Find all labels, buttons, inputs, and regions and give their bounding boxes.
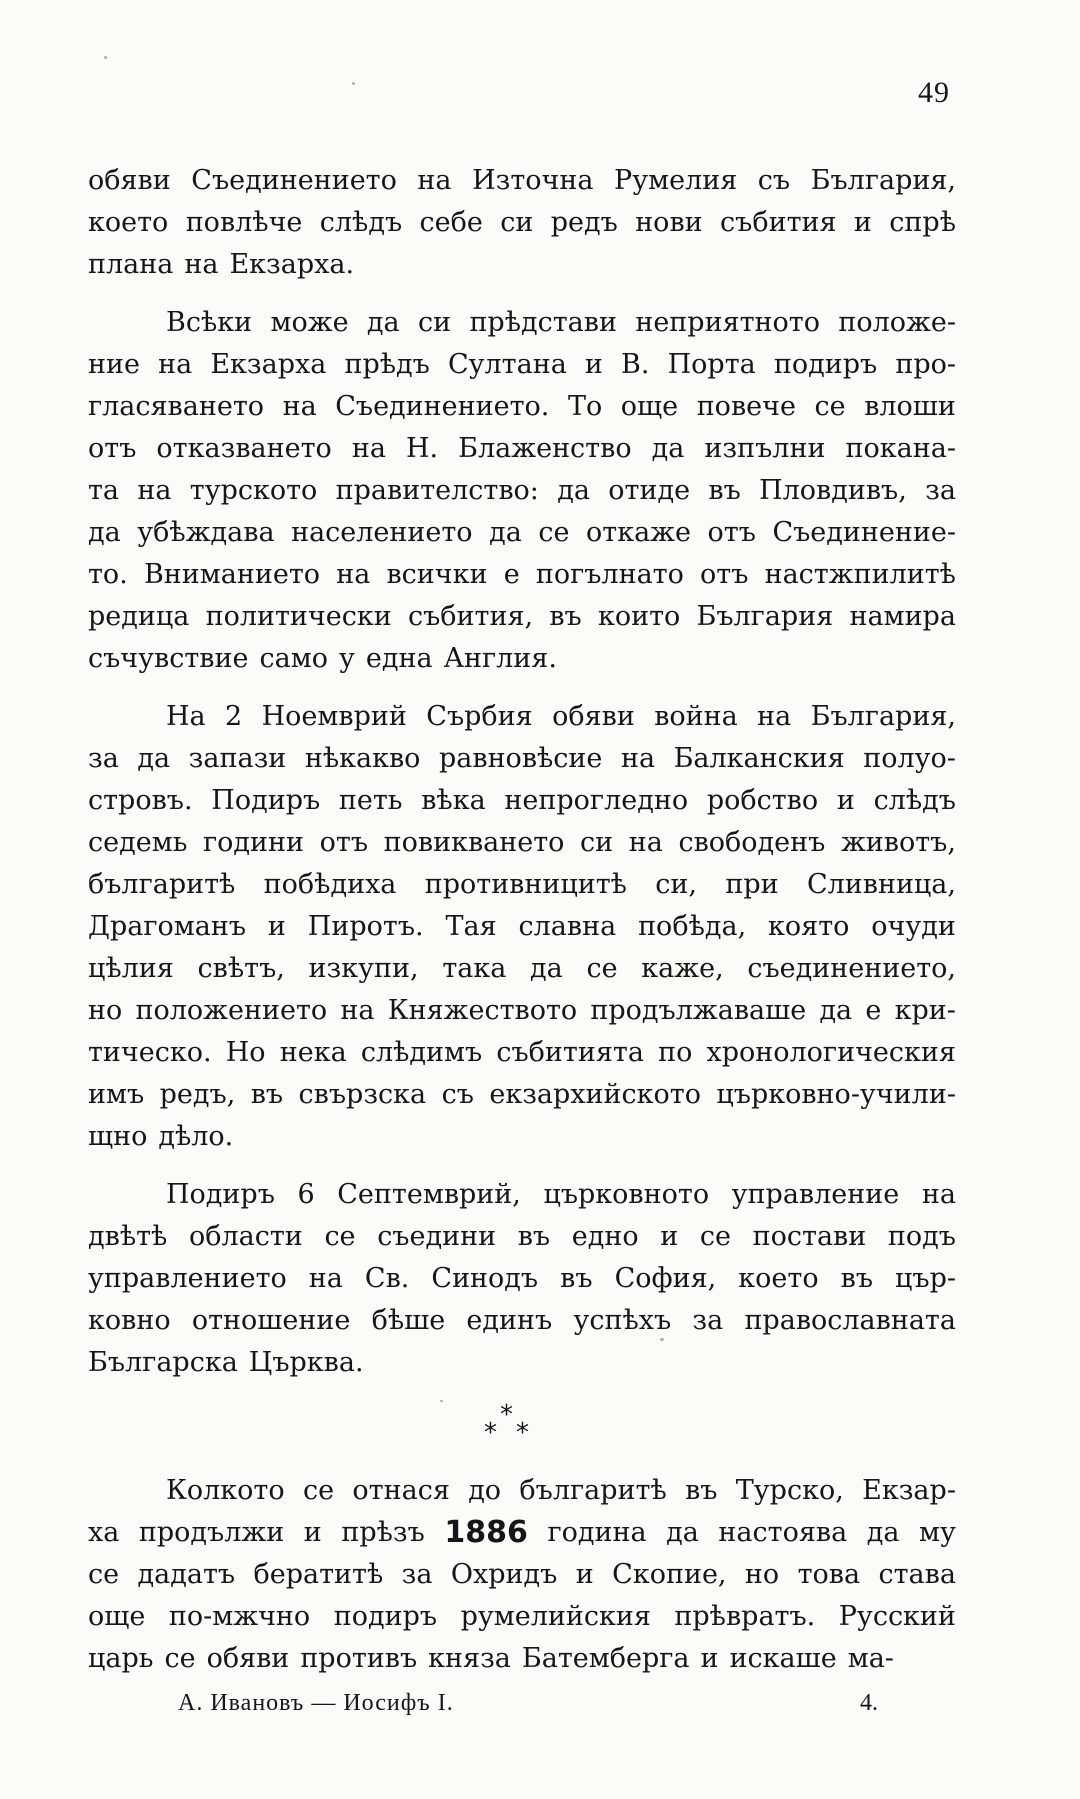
word: имъ — [88, 1079, 145, 1110]
word: но — [744, 1559, 780, 1590]
text-line — [88, 696, 956, 738]
word: да — [137, 743, 171, 774]
word: На — [166, 701, 206, 732]
word: Румелия — [614, 165, 738, 196]
word: 6 — [297, 1179, 315, 1210]
word: положе- — [838, 307, 956, 338]
word: политически — [205, 601, 392, 632]
asterism-star-right: * — [516, 1418, 529, 1448]
word: да — [651, 433, 685, 464]
word: свѣтъ, — [197, 953, 285, 984]
word: на — [757, 701, 792, 732]
word: София, — [614, 1263, 717, 1294]
word: Съединението — [191, 165, 397, 196]
word: 2 — [225, 701, 243, 732]
word: да — [866, 1517, 900, 1548]
word: Пиротъ. — [307, 911, 424, 942]
word: редъ — [550, 207, 618, 238]
word: единъ — [466, 1305, 553, 1336]
word: Подиръ — [211, 785, 321, 816]
text-line — [88, 244, 956, 286]
word: въ — [517, 1221, 551, 1252]
text-line — [88, 1074, 956, 1116]
word: което — [88, 207, 169, 238]
word: покана- — [845, 433, 956, 464]
word: отношение — [191, 1305, 351, 1336]
word: управлението — [88, 1263, 287, 1294]
text-line — [88, 202, 956, 244]
word: Сърбия — [426, 701, 533, 732]
word: църковното — [543, 1179, 710, 1210]
text-line — [88, 1116, 956, 1158]
word: Септемврий, — [337, 1179, 521, 1210]
word: княза — [428, 1643, 511, 1674]
word: екзархийското — [489, 1079, 701, 1110]
text-line — [88, 1032, 956, 1074]
word: Подиръ — [166, 1179, 275, 1210]
text-line — [88, 1512, 956, 1554]
word: отъ — [319, 827, 369, 858]
word: нека — [279, 1037, 347, 1068]
word: православната — [744, 1305, 956, 1336]
word: по-мжчно — [168, 1601, 311, 1632]
word: се — [814, 391, 846, 422]
word: ковно — [88, 1305, 171, 1336]
word: и — [303, 1517, 322, 1548]
word: цър- — [895, 1263, 956, 1294]
word: на — [351, 433, 386, 464]
word: щно — [88, 1121, 148, 1152]
word: си, — [655, 869, 697, 900]
word: правителство: — [335, 475, 539, 506]
word: отъ — [707, 517, 756, 548]
word: е — [503, 559, 520, 590]
word: едно — [571, 1221, 639, 1252]
word: на — [921, 1179, 956, 1210]
word: плана — [88, 249, 174, 280]
word: на — [282, 391, 317, 422]
word: отнася — [352, 1475, 450, 1506]
word: това — [797, 1559, 861, 1590]
text-line — [88, 596, 956, 638]
word: то. — [88, 559, 128, 590]
word: се — [164, 1643, 196, 1674]
word: Н. — [405, 433, 439, 464]
word: събитията — [496, 1037, 644, 1068]
word: постави — [752, 1221, 867, 1252]
word: години — [203, 827, 305, 858]
word: Колкото — [166, 1475, 285, 1506]
word: за — [401, 1559, 433, 1590]
word: и — [267, 911, 286, 942]
word: война — [654, 701, 738, 732]
word: управление — [731, 1179, 900, 1210]
word: Източна — [472, 165, 594, 196]
word: бератитѣ — [253, 1559, 384, 1590]
word: настоява — [718, 1517, 848, 1548]
text-line — [88, 1216, 956, 1258]
word: влоши — [864, 391, 956, 422]
word: Батемберга — [521, 1643, 690, 1674]
paragraph-gap — [88, 286, 956, 302]
paragraph — [88, 1174, 956, 1384]
page-number: 49 — [918, 76, 950, 109]
word: себе — [419, 207, 483, 238]
word: редица — [88, 601, 190, 632]
word: на — [620, 743, 656, 774]
word: така — [442, 953, 507, 984]
word: румелийския — [460, 1601, 651, 1632]
paragraph — [88, 160, 956, 286]
word: всички — [386, 559, 488, 590]
word: животъ, — [840, 827, 956, 858]
word: свързска — [298, 1079, 427, 1110]
word: година — [547, 1517, 647, 1548]
word: Екзар- — [862, 1475, 956, 1506]
word: Англия. — [443, 643, 557, 674]
word: Блаженство — [458, 433, 632, 464]
section-after-asterism — [88, 1470, 956, 1680]
text-line — [88, 990, 956, 1032]
word: кри- — [894, 995, 956, 1026]
word: противъ — [300, 1643, 418, 1674]
word: запази — [188, 743, 287, 774]
word: намира — [849, 601, 956, 632]
word: слѣдъ — [319, 207, 403, 238]
word: и — [584, 349, 603, 380]
word: да — [557, 475, 590, 506]
word: и — [660, 1221, 679, 1252]
word: отказването — [156, 433, 332, 464]
text-line — [88, 344, 956, 386]
word: за — [692, 1305, 724, 1336]
word: царь — [88, 1643, 154, 1674]
word: искаше — [729, 1643, 837, 1674]
word: съедини — [377, 1221, 497, 1252]
word: до — [468, 1475, 502, 1506]
word: на — [184, 249, 219, 280]
word: То — [567, 391, 603, 422]
word: тическо. — [88, 1037, 212, 1068]
word: дѣло. — [158, 1121, 234, 1152]
word: редъ, — [159, 1079, 236, 1110]
word: се — [88, 1559, 120, 1590]
word: на — [340, 995, 375, 1026]
word: дадатъ — [137, 1559, 236, 1590]
word: побѣдиха — [263, 869, 397, 900]
word: Княжеството — [387, 995, 578, 1026]
word: българитѣ — [519, 1475, 667, 1506]
word: повикването — [383, 827, 565, 858]
word: ха — [88, 1517, 120, 1548]
word: му — [919, 1517, 956, 1548]
word: съ — [441, 1079, 474, 1110]
word: Скопие, — [612, 1559, 727, 1590]
word: успѣхъ — [573, 1305, 672, 1336]
word: обяви — [88, 165, 171, 196]
paragraph-gap — [88, 680, 956, 696]
word: на — [628, 827, 663, 858]
word: на — [417, 165, 452, 196]
word: изпълни — [704, 433, 826, 464]
word: на — [137, 475, 172, 506]
footer-signature: А. Ивановъ — Иосифъ I. — [178, 1690, 454, 1716]
word: въ — [250, 1079, 284, 1110]
word: откаже — [586, 517, 691, 548]
word: по — [658, 1037, 693, 1068]
word: отъ — [88, 433, 137, 464]
word: погълнато — [535, 559, 684, 590]
word: и — [836, 785, 855, 816]
word: да — [530, 953, 563, 984]
word: което — [738, 1263, 819, 1294]
word: прѣдстави — [469, 307, 617, 338]
word: нови — [635, 207, 703, 238]
word: продължаваше — [590, 995, 807, 1026]
paragraph — [88, 1470, 956, 1680]
word: Русский — [838, 1601, 956, 1632]
word: се — [538, 517, 570, 548]
word: си — [580, 827, 614, 858]
word: Охридъ — [450, 1559, 558, 1590]
word: В. — [621, 349, 650, 380]
word: е — [865, 995, 882, 1026]
word: Турско, — [735, 1475, 844, 1506]
word: обяви — [552, 701, 635, 732]
text-line — [88, 302, 956, 344]
word: Българска — [88, 1347, 238, 1378]
word: побѣда, — [638, 911, 747, 942]
word: още — [620, 391, 679, 422]
asterism-star-top: * — [500, 1400, 513, 1430]
word: България — [696, 601, 834, 632]
word: и — [575, 1559, 594, 1590]
word: про- — [895, 349, 956, 380]
word: отиде — [608, 475, 691, 506]
text-line — [88, 1174, 956, 1216]
word: да — [489, 517, 522, 548]
word: спрѣ — [889, 207, 956, 238]
text-line — [88, 1596, 956, 1638]
word: църковно-учили- — [716, 1079, 956, 1110]
word: още — [88, 1601, 146, 1632]
word: съ — [757, 165, 791, 196]
text-line — [88, 738, 956, 780]
word: равновѣсие — [438, 743, 603, 774]
text-line — [88, 780, 956, 822]
word: България, — [810, 165, 956, 196]
word: която — [768, 911, 850, 942]
word: населението — [291, 517, 473, 548]
word: подъ — [887, 1221, 956, 1252]
word: полуо- — [863, 743, 956, 774]
word: убѣждава — [137, 517, 275, 548]
word: за — [88, 743, 119, 774]
word: които — [597, 601, 681, 632]
paragraph — [88, 696, 956, 1158]
word: нѣкакво — [304, 743, 421, 774]
word: Съединението. — [335, 391, 550, 422]
word: Всѣки — [166, 307, 253, 338]
word: за — [925, 475, 956, 506]
paragraph-gap — [88, 1158, 956, 1174]
word: ние — [88, 349, 140, 380]
word: цѣлия — [88, 953, 174, 984]
word: въ — [840, 1263, 874, 1294]
word: Порта — [667, 349, 756, 380]
word: бѣше — [371, 1305, 446, 1336]
text-line — [88, 1470, 956, 1512]
word: въ — [560, 1263, 593, 1294]
text-line — [88, 512, 956, 554]
word: да — [366, 307, 400, 338]
text-line — [88, 1554, 956, 1596]
word: си — [417, 307, 452, 338]
word: Св. — [364, 1263, 410, 1294]
word: може — [270, 307, 349, 338]
word: двѣтѣ — [88, 1221, 168, 1252]
word: робство — [706, 785, 819, 816]
word: Пловдивъ, — [759, 475, 907, 506]
word: България, — [810, 701, 956, 732]
word: слѣдимъ — [360, 1037, 483, 1068]
word: слѣдъ — [873, 785, 956, 816]
paper-speck — [104, 56, 107, 59]
word: на — [336, 559, 371, 590]
word: съединението, — [747, 953, 956, 984]
word: повече — [696, 391, 796, 422]
word: обяви — [206, 1643, 290, 1674]
word: става — [878, 1559, 956, 1590]
word: Съединение- — [772, 517, 956, 548]
text-line — [88, 864, 956, 906]
paragraph — [88, 302, 956, 680]
word: Църква. — [248, 1347, 364, 1378]
word: събития, — [407, 601, 534, 632]
word: Драгоманъ — [88, 911, 247, 942]
word: прѣдъ — [344, 349, 430, 380]
word: петь — [338, 785, 403, 816]
asterism-star-left: * — [484, 1418, 497, 1448]
word: области — [188, 1221, 303, 1252]
text-line — [88, 554, 956, 596]
paper-speck — [352, 82, 355, 85]
word: но — [88, 995, 123, 1026]
word: Султана — [447, 349, 567, 380]
page-footer — [178, 1690, 878, 1717]
word: Сливница, — [806, 869, 956, 900]
word: та — [88, 475, 120, 506]
word: се — [586, 953, 618, 984]
text-line — [88, 1342, 956, 1384]
body-text — [88, 160, 956, 1680]
word: на — [308, 1263, 343, 1294]
word: подиръ — [333, 1601, 438, 1632]
word: неприятното — [635, 307, 820, 338]
word: свободенъ — [678, 827, 826, 858]
word: хронологическия — [706, 1037, 956, 1068]
text-line — [88, 1638, 956, 1680]
word: Тая — [445, 911, 497, 942]
word: 1886 — [444, 1515, 528, 1550]
word: съчувствие — [88, 643, 249, 674]
word: въ — [549, 601, 582, 632]
word: славна — [518, 911, 617, 942]
text-line — [88, 1300, 956, 1342]
word: се — [324, 1221, 356, 1252]
word: у — [338, 643, 355, 674]
text-line — [88, 948, 956, 990]
asterism — [88, 1402, 956, 1460]
text-line — [88, 160, 956, 202]
word: на — [158, 349, 193, 380]
word: седемь — [88, 827, 188, 858]
word: повлѣче — [185, 207, 303, 238]
word: събития — [720, 207, 837, 238]
word: вѣка — [421, 785, 486, 816]
word: въ — [685, 1475, 718, 1506]
word: продължи — [138, 1517, 285, 1548]
word: българитѣ — [88, 869, 236, 900]
text-line — [88, 386, 956, 428]
paragraphs — [88, 160, 956, 1384]
word: да — [819, 995, 853, 1026]
word: Екзарха. — [229, 249, 355, 280]
word: очуди — [871, 911, 956, 942]
word: каже, — [641, 953, 724, 984]
word: стровъ. — [88, 785, 193, 816]
word: да — [666, 1517, 699, 1548]
word: една — [365, 643, 433, 674]
word: гласяването — [88, 391, 265, 422]
word: изкупи, — [308, 953, 419, 984]
word: положението — [135, 995, 328, 1026]
word: Но — [225, 1037, 266, 1068]
word: въ — [708, 475, 741, 506]
text-line — [88, 906, 956, 948]
word: противницитѣ — [424, 869, 627, 900]
word: се — [302, 1475, 335, 1506]
word: и — [700, 1643, 719, 1674]
word: си — [500, 207, 534, 238]
word: подиръ — [773, 349, 878, 380]
word: отъ — [700, 559, 749, 590]
word: ма- — [847, 1643, 894, 1674]
word: непрогледно — [504, 785, 689, 816]
word: прѣвратъ. — [674, 1601, 816, 1632]
word: Екзарха — [210, 349, 327, 380]
word: турското — [189, 475, 318, 506]
word: да — [88, 517, 121, 548]
word: при — [725, 869, 779, 900]
text-line — [88, 638, 956, 680]
text-line — [88, 428, 956, 470]
word: настжпилитѣ — [764, 559, 956, 590]
word: и — [853, 207, 872, 238]
footer-sheet-number: 4. — [860, 1690, 878, 1716]
word: прѣзъ — [341, 1517, 425, 1548]
word: Синодъ — [431, 1263, 539, 1294]
text-line — [88, 1258, 956, 1300]
word: Ноемврий — [261, 701, 407, 732]
word: се — [699, 1221, 731, 1252]
text-line — [88, 470, 956, 512]
word: само — [259, 643, 328, 674]
word: Балканския — [673, 743, 845, 774]
word: Вниманието — [143, 559, 321, 590]
text-line — [88, 822, 956, 864]
